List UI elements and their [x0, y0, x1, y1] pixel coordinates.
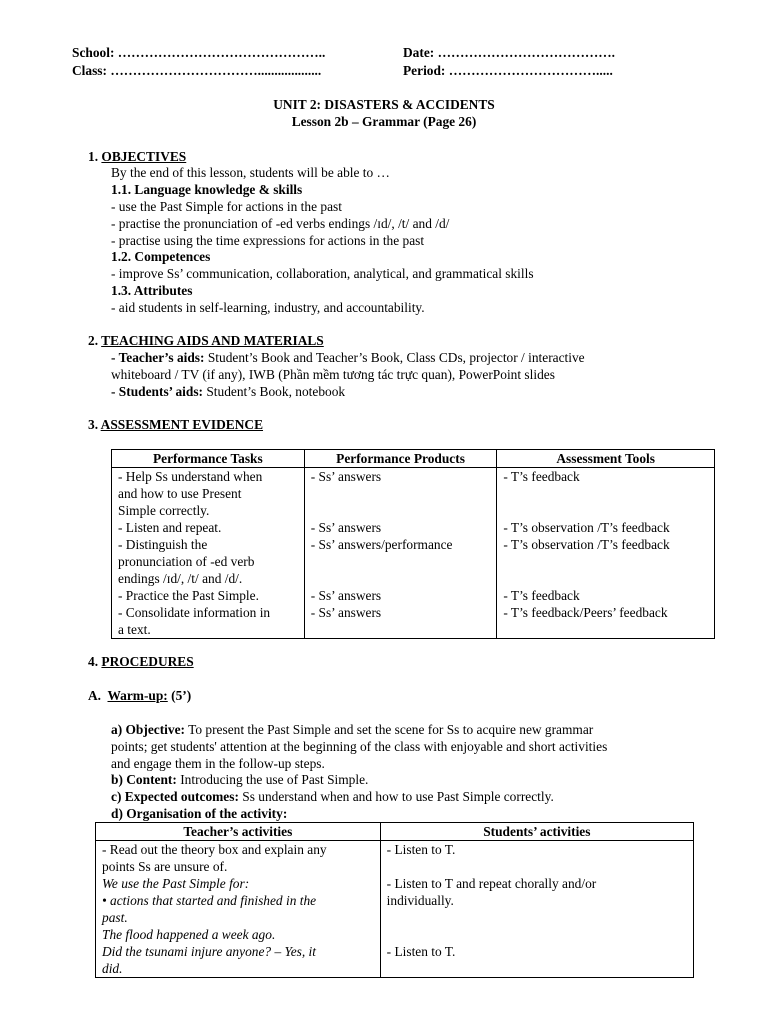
cell-line: a text. [118, 622, 151, 637]
class-label: Class: [72, 63, 107, 78]
teacher-activities-cell [96, 841, 381, 978]
objective-label: a) Objective: [111, 722, 185, 737]
cell-line [387, 909, 687, 926]
students-aids-label: - Students’ aids: [111, 384, 204, 399]
period-field [403, 63, 613, 79]
cell-line: pronunciation of -ed verb [118, 554, 255, 569]
cell-line: - T’s feedback [503, 588, 580, 603]
section-title: PROCEDURES [101, 654, 194, 669]
school-dots: ……………………………………….. [117, 45, 326, 60]
table-row [96, 841, 694, 978]
cell-line: - Listen to T. [386, 944, 456, 959]
cell-line: - T’s feedback/Peers’ feedback [503, 605, 668, 620]
column-header: Performance Products [304, 450, 497, 468]
objective-continued: points; get students' attention at the beginning of the class with enjoyable and short activities [111, 739, 608, 754]
cell-line: did. [102, 961, 123, 976]
cell-line [503, 502, 708, 519]
teacher-aids-text: Student’s Book and Teacher’s Book, Class CDs, projector / interactive [204, 350, 585, 365]
subheading-competences: 1.2. Competences [111, 249, 211, 264]
cell-line [503, 553, 708, 570]
table-header-row [112, 450, 715, 468]
step-time: (5’) [167, 688, 192, 703]
objective-continued: and engage them in the follow-up steps. [111, 756, 325, 771]
cell-line [311, 553, 491, 570]
cell-line: - Listen and repeat. [118, 520, 222, 535]
content-line [111, 771, 368, 788]
column-header: Students’ activities [380, 823, 693, 841]
section-title: OBJECTIVES [101, 149, 187, 164]
cell-line: - T’s feedback [503, 469, 580, 484]
table-header-row [96, 823, 694, 841]
products-cell [304, 468, 497, 639]
cell-line: - T’s observation /T’s feedback [503, 537, 670, 552]
cell-line: Did the tsunami injure anyone? – Yes, it [102, 944, 316, 959]
lesson-title: Lesson 2b – Grammar (Page 26) [291, 114, 477, 129]
students-aids-text: Student’s Book, notebook [203, 384, 346, 399]
section-number: 4. [88, 654, 99, 669]
organisation-label: d) Organisation of the activity: [111, 806, 288, 821]
school-field [72, 45, 325, 61]
cell-line [311, 485, 491, 502]
student-activities-cell [380, 841, 693, 978]
cell-line [311, 570, 491, 587]
cell-line: - Distinguish the [118, 537, 208, 552]
table-row [112, 468, 715, 639]
objectives-intro: By the end of this lesson, students will be able to … [111, 165, 390, 180]
objective-item: - use the Past Simple for actions in the past [111, 199, 342, 214]
cell-line: and how to use Present [118, 486, 242, 501]
content-text: Introducing the use of Past Simple. [176, 772, 369, 787]
class-dots: ……………………………................... [110, 63, 322, 78]
cell-line: - T’s observation /T’s feedback [503, 520, 670, 535]
step-title: Warm-up: [107, 688, 168, 703]
cell-line: - Read out the theory box and explain any [102, 842, 327, 857]
tasks-cell [112, 468, 305, 639]
objectives-heading [88, 148, 186, 165]
period-dots: ……………………………..... [448, 63, 613, 78]
cell-line: past. [102, 910, 128, 925]
cell-line: - Ss’ answers [310, 520, 382, 535]
cell-line: The flood happened a week ago. [102, 927, 276, 942]
objective-item: - practise using the time expressions for actions in the past [111, 233, 425, 248]
cell-line: - Ss’ answers [310, 588, 382, 603]
cell-line [387, 926, 687, 943]
content-label: b) Content: [111, 772, 177, 787]
objective-text: To present the Past Simple and set the scene for Ss to acquire new grammar [185, 722, 594, 737]
assessment-table [111, 449, 715, 639]
objective-line [111, 721, 593, 738]
section-number: 2. [88, 333, 99, 348]
cell-line: endings /ɪd/, /t/ and /d/. [118, 571, 243, 586]
cell-line [503, 485, 708, 502]
cell-line: individually. [386, 893, 454, 908]
teacher-aids-label: - Teacher’s aids: [111, 350, 205, 365]
cell-line: Simple correctly. [118, 503, 210, 518]
cell-line: • actions that started and finished in the [102, 893, 317, 908]
cell-line [503, 621, 708, 638]
cell-line [503, 570, 708, 587]
cell-line [311, 502, 491, 519]
objective-item: - practise the pronunciation of -ed verbs endings /ɪd/, /t/ and /d/ [111, 216, 450, 231]
outcomes-text: Ss understand when and how to use Past Simple correctly. [238, 789, 554, 804]
column-header: Assessment Tools [497, 450, 715, 468]
column-header: Teacher’s activities [96, 823, 381, 841]
cell-line [387, 858, 687, 875]
tools-cell [497, 468, 715, 639]
cell-line: - Help Ss understand when [118, 469, 263, 484]
class-field [72, 63, 321, 79]
cell-line: - Listen to T. [386, 842, 456, 857]
date-field [403, 45, 615, 61]
cell-line: - Ss’ answers [310, 605, 382, 620]
column-header: Performance Tasks [112, 450, 305, 468]
cell-line: - Consolidate information in [118, 605, 271, 620]
teacher-aids-line [111, 349, 585, 366]
unit-title: UNIT 2: DISASTERS & ACCIDENTS [273, 97, 495, 112]
cell-line: - Ss’ answers/performance [310, 537, 453, 552]
assessment-heading [88, 416, 263, 433]
section-title: TEACHING AIDS AND MATERIALS [101, 333, 324, 348]
procedures-heading [88, 653, 194, 670]
date-label: Date: [403, 45, 435, 60]
outcomes-label: c) Expected outcomes: [111, 789, 239, 804]
step-letter: A. [88, 688, 102, 703]
competence-item: - improve Ss’ communication, collaboration, analytical, and grammatical skills [111, 266, 534, 281]
subheading-attributes: 1.3. Attributes [111, 283, 193, 298]
cell-line: - Listen to T and repeat chorally and/or [386, 876, 597, 891]
cell-line [387, 960, 687, 977]
section-number: 1. [88, 149, 99, 164]
date-dots: …………………………………. [437, 45, 616, 60]
cell-line: We use the Past Simple for: [102, 876, 250, 891]
cell-line [311, 621, 491, 638]
period-label: Period: [403, 63, 446, 78]
attribute-item: - aid students in self-learning, industry, and accountability. [111, 300, 425, 315]
teacher-aids-continued: whiteboard / TV (if any), IWB (Phần mềm tương tác trực quan), PowerPoint slides [111, 367, 555, 382]
cell-line: - Practice the Past Simple. [118, 588, 259, 603]
outcomes-line [111, 788, 554, 805]
activities-table [95, 822, 694, 978]
section-number: 3. [88, 417, 99, 432]
materials-heading [88, 332, 324, 349]
section-title: ASSESSMENT EVIDENCE [100, 417, 264, 432]
school-label: School: [72, 45, 115, 60]
subheading-language: 1.1. Language knowledge & skills [111, 182, 303, 197]
warmup-heading [88, 687, 191, 704]
cell-line: points Ss are unsure of. [102, 859, 228, 874]
cell-line: - Ss’ answers [310, 469, 382, 484]
students-aids-line [111, 383, 345, 400]
